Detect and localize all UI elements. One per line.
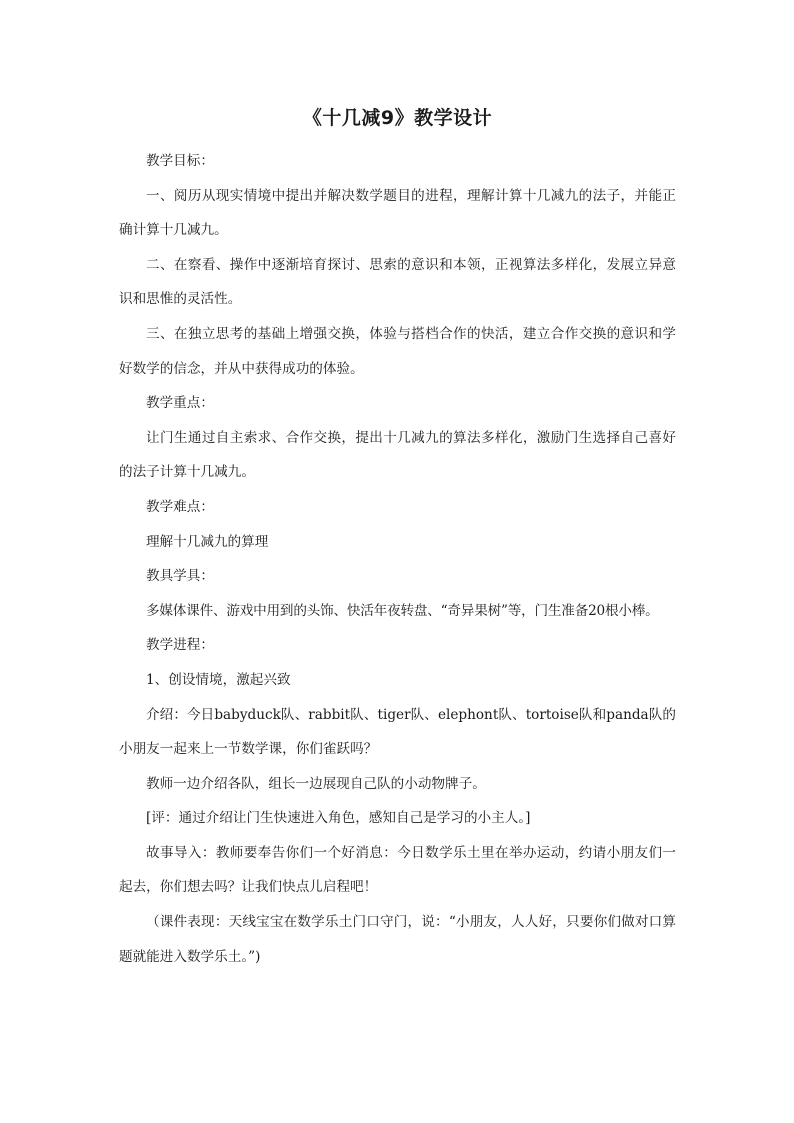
section-heading-objectives: 教学目标： bbox=[146, 153, 214, 169]
section-heading-process: 教学进程： bbox=[146, 637, 214, 654]
paragraph-teaching-aids: 多媒体课件、游戏中用到的头饰、快活年夜转盘、“奇异果树”等，门生准备20根小棒。 bbox=[146, 602, 659, 619]
section-heading-difficulties: 教学难点： bbox=[146, 498, 214, 515]
section-heading-key-points: 教学重点： bbox=[146, 395, 214, 412]
document-title: 《十几减9》教学设计 bbox=[302, 107, 493, 129]
document-page bbox=[119, 104, 676, 974]
paragraph-story-intro: 故事导入：教师要奉告你们一个好消息：今日数学乐土里在举办运动，约请小朋友们一起去，你们想去吗？让我们快点儿启程吧！ bbox=[119, 844, 676, 896]
paragraph-difficulties: 理解十几减九的算理 bbox=[146, 533, 269, 550]
paragraph-comment: [评：通过介绍让门生快速进入角色，感知自己是学习的小主人。] bbox=[146, 810, 531, 827]
paragraph-step-1: 1、创设情境，激起兴致 bbox=[146, 671, 291, 688]
paragraph-teacher-intro: 教师一边介绍各队，组长一边展现自己队的小动物牌子。 bbox=[146, 775, 486, 792]
paragraph-key-points: 让门生通过自主索求、合作交换，提出十几减九的算法多样化，激励门生选择自己喜好的法子计算十几减九。 bbox=[119, 429, 676, 481]
paragraph-courseware: （课件表现：天线宝宝在数学乐土门口守门，说：“小朋友，人人好，只要你们做对口算题就能进入数学乐土。”) bbox=[119, 914, 676, 965]
paragraph-objective-2: 二、在察看、操作中逐渐培育探讨、思索的意识和本领，正视算法多样化，发展立异意识和思惟的灵活性。 bbox=[119, 256, 676, 308]
paragraph-objective-1: 一、阅历从现实情境中提出并解决数学题目的进程，理解计算十几减九的法子，并能正确计算十几减九。 bbox=[119, 187, 676, 239]
section-heading-teaching-aids: 教具学具： bbox=[146, 568, 214, 585]
paragraph-introduction: 介绍：今日babyduck队、rabbit队、tiger队、elephont队、tortoise队和panda队的小朋友一起来上一节数学课，你们雀跃吗？ bbox=[119, 706, 676, 758]
paragraph-objective-3: 三、在独立思考的基础上增强交换，体验与搭档合作的快活，建立合作交换的意识和学好数学的信念，并从中获得成功的体验。 bbox=[119, 325, 676, 377]
